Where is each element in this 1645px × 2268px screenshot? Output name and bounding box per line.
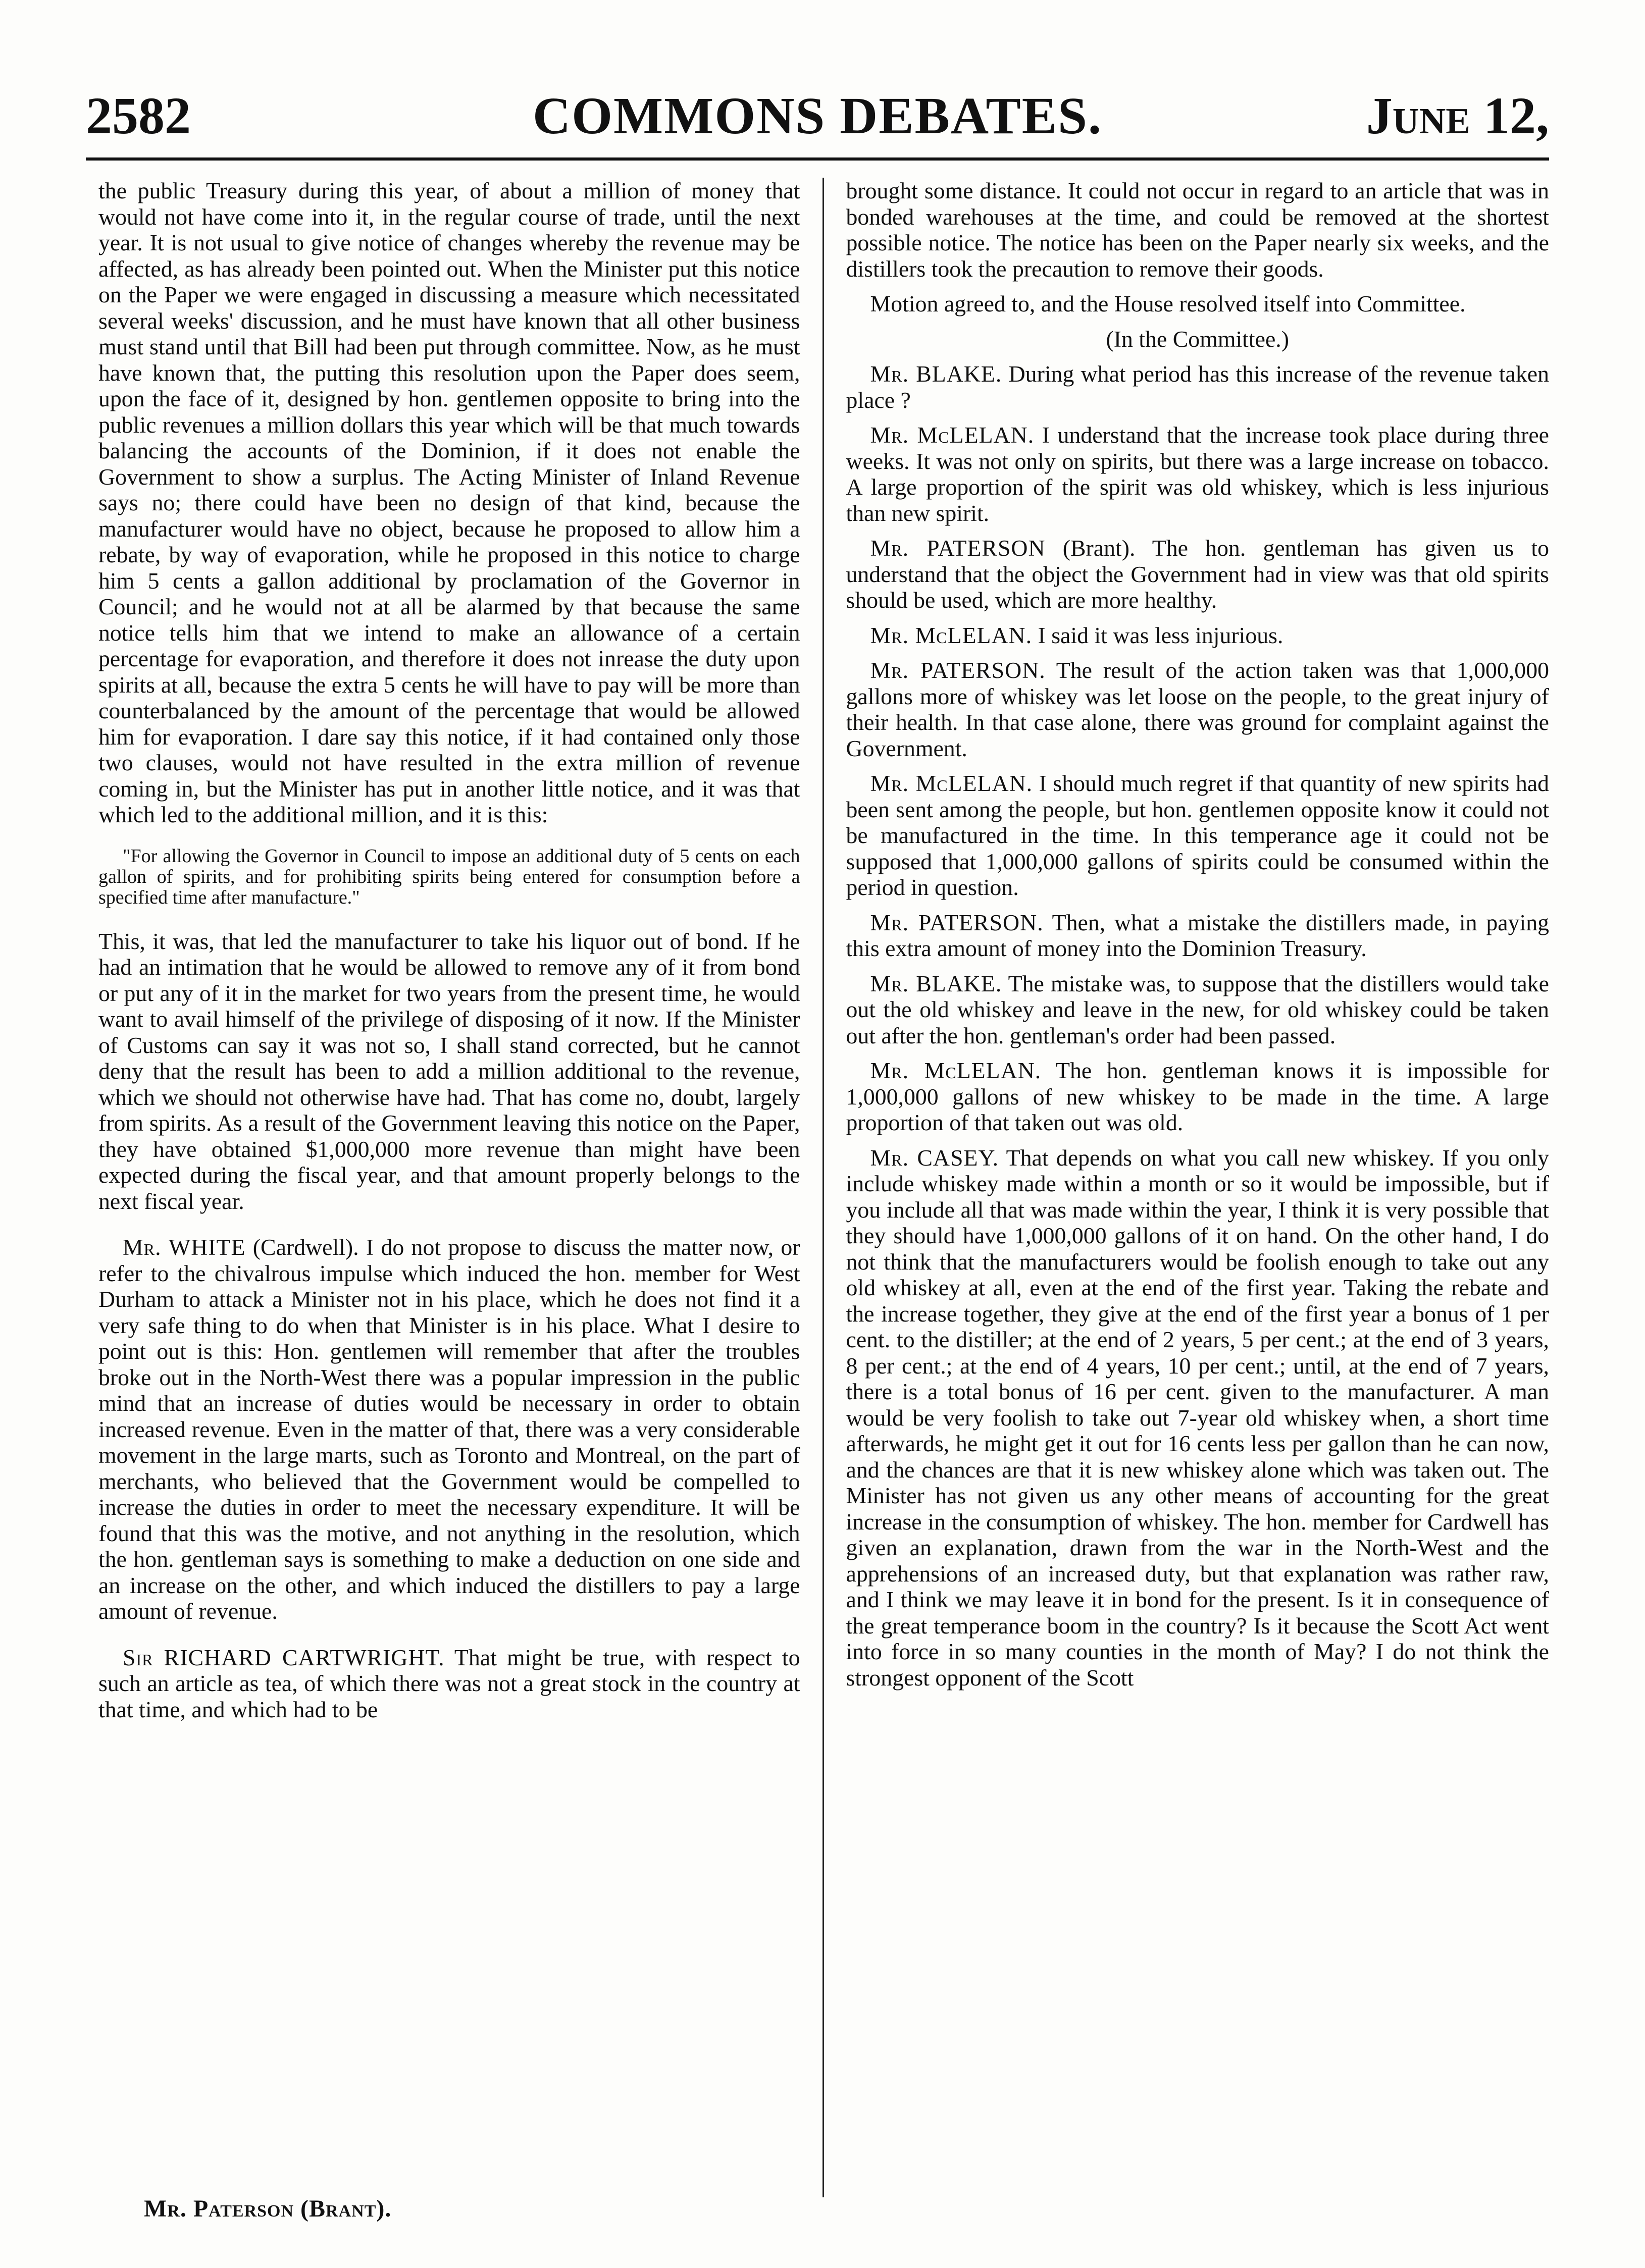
speech-text: That might be true, with respect to such an article as tea, of which there was not a great stock in the country at that time, and which had to be bbox=[98, 1644, 800, 1722]
footer-speaker-note: Mr. Paterson (Brant). bbox=[144, 2195, 392, 2222]
speech-text: I should much regret if that quantity of new spirits had been sent among the people, but hon. gentlemen opposite know it could not be manufactured in the time. In this temperance age it could not be supposed that 1,000,000 gallons of spirits could be consumed within the period in question. bbox=[846, 770, 1550, 900]
speech bbox=[846, 361, 1550, 413]
speech bbox=[846, 971, 1550, 1049]
speaker-name: Mr. PATERSON. bbox=[870, 909, 1044, 935]
page-header bbox=[86, 66, 1549, 156]
speech-text: The mistake was, to suppose that the distillers would take out the old whiskey and leave in the new, for old whiskey could be taken out after the hon. gentleman's order had been passed. bbox=[846, 970, 1549, 1048]
page-number: 2582 bbox=[86, 87, 191, 145]
right-column bbox=[824, 178, 1550, 2197]
speaker-name: Mr. BLAKE. bbox=[870, 361, 1002, 387]
speaker-name: Mr. PATERSON. bbox=[870, 657, 1046, 683]
speech-text: I said it was less injurious. bbox=[1032, 622, 1283, 648]
committee-heading: (In the Committee.) bbox=[1106, 326, 1289, 352]
speaker-name: Mr. McLELAN. bbox=[870, 1058, 1042, 1083]
speech bbox=[846, 422, 1550, 526]
speech-text: I understand that the increase took place during three weeks. It was not only on spirits, but there was a large increase on tobacco. A large proportion of the spirit was old whiskey, which is less injurious than new spirit. bbox=[846, 422, 1550, 526]
speech bbox=[846, 1058, 1550, 1136]
quoted-notice: "For allowing the Governor in Council to impose an additional duty of 5 cents on each gallon of spirits, and for prohibiting spirits being entered for consumption before a specified time after manufacture." bbox=[98, 845, 800, 908]
text-columns bbox=[98, 178, 1549, 2197]
speech bbox=[846, 535, 1550, 613]
speaker-name: Mr. McLELAN. bbox=[870, 622, 1033, 648]
speech-text: The result of the action taken was that 1,000,000 gallons more of whiskey was let loose on the people, to the great injury of their health. In that case alone, there was ground for complaint against the Government. bbox=[846, 657, 1549, 761]
speech bbox=[846, 770, 1550, 901]
speech-text: Then, what a mistake the distillers made, in paying this extra amount of money into the Dominion Treasury. bbox=[846, 909, 1549, 961]
speech bbox=[846, 1145, 1550, 1691]
paragraph: brought some distance. It could not occur in regard to an article that was in bonded warehouses at the time, and could be removed at the shortest possible notice. The notice has been on the Paper nearly six weeks, and the distillers took the precaution to remove their goods. bbox=[846, 178, 1549, 282]
speaker-name: Mr. WHITE bbox=[123, 1234, 246, 1260]
speaker-name: Mr. BLAKE. bbox=[870, 970, 1002, 996]
paragraph: This, it was, that led the manufacturer to take his liquor out of bond. If he had an intimation that he would be allowed to remove any of it from bond or put any of it in the market for two years from the present time, he would want to avail himself of the privilege of disposing of it now. If the Minister of Customs can say it was not so, I shall stand corrected, but he cannot deny that the result has been to add a million additional to the revenue, which we should not otherwise have had. That has come no, doubt, largely from spirits. As a result of the Government leaving this notice on the Paper, they have obtained $1,000,000 more revenue than might have been expected during the fiscal year, and that amount properly belongs to the next fiscal year. bbox=[98, 928, 800, 1214]
speech-text: That depends on what you call new whiskey. If you only include whiskey made within a month or so it would be impossible, but if you include all that was made within the year, I think it is very possible that they should have 1,000,000 gallons of it on hand. On the other hand, I do not think that the manufacturers would be foolish enough to take out any old whiskey at all, even at the end of the first year. Taking the rebate and the increase together, they give at the end of the first year a bonus of 1 per cent. to the distiller; at the end of 2 years, 5 per cent.; at the end of 3 years, 8 per cent.; at the end of 4 years, 10 per cent.; until, at the end of 7 years, there is a total bonus of 16 per cent. given to the manufacturer. A man would be very foolish to take out 7-year old whiskey when, a short time afterwards, he might get it out for 16 cents less per gallon than he can now, and the chances are that it is new whiskey alone which was taken out. The Minister has not given us any other means of accounting for the great increase in the consumption of whiskey. The hon. member for Cardwell has given an explanation, drawn from the war in the North-West and the apprehensions of an increased duty, but that explanation was rather raw, and I think we may leave it in bond for the present. Is it in consequence of the great temperance boom in the country? Is it because the Scott Act went into force in so many counties in the month of May? I do not think the strongest opponent of the Scott bbox=[846, 1144, 1549, 1691]
speaker-name: Sir RICHARD CARTWRIGHT. bbox=[123, 1644, 445, 1670]
header-date: June 12, bbox=[1366, 87, 1549, 145]
speech-cartwright bbox=[98, 1645, 800, 1723]
speech-text: During what period has this increase of the revenue taken place ? bbox=[846, 361, 1549, 413]
speech-text: (Brant). The hon. gentleman has given us to understand that the object the Government had in view was that old spirits should be used, which are more healthy. bbox=[846, 535, 1549, 613]
speech bbox=[846, 657, 1550, 761]
speaker-name: Mr. McLELAN. bbox=[870, 422, 1035, 448]
left-column bbox=[98, 178, 824, 2197]
running-title: COMMONS DEBATES. bbox=[533, 87, 1102, 145]
speech bbox=[846, 910, 1550, 962]
speech bbox=[846, 622, 1550, 649]
paragraph: the public Treasury during this year, of about a million of money that would not have come into it, in the regular course of trade, until the next year. It is not usual to give notice of changes whereby the revenue may be affected, as has already been pointed out. When the Minister put this notice on the Paper we were engaged in discussing a measure which necessitated several weeks' discussion, and he must have known that all other business must stand until that Bill had been put through committee. Now, as he must have known that, the putting this resolution upon the Paper does seem, upon the face of it, designed by hon. gentlemen opposite to bring into the public revenues a million dollars this year which will be that much towards balancing the accounts of the Dominion, if it does not enable the Government to show a surplus. The Acting Minister of Inland Revenue says no; there could have been no design of that kind, because the manufacturer would have no object, because he proposed to allow him a rebate, by way of evaporation, while he proposed in this notice to charge him 5 cents a gallon additional by proclamation of the Governor in Council; and he would not at all be alarmed by that because the same notice tells him that we intend to make an allowance of a certain percentage for evaporation, and therefore it does not inrease the duty upon spirits at all, because the extra 5 cents he will have to pay will be more than counterbalanced by the amount of the percentage that would be allowed him for evaporation. I dare say this notice, if it had contained only those two clauses, would not have resulted in the extra million of revenue coming in, but the Minister has put in another little notice, and it was that which led to the additional million, and it is this: bbox=[98, 178, 800, 827]
header-rule bbox=[86, 157, 1549, 161]
speech-text: The hon. gentleman knows it is impossible for 1,000,000 gallons of new whiskey to be made in the time. A large proportion of that taken out was old. bbox=[846, 1058, 1549, 1135]
speech-text: (Cardwell). I do not propose to discuss the matter now, or refer to the chivalrous impulse which induced the hon. member for West Durham to attack a Minister not in his place, which he does not find it a very safe thing to do when that Minister is in his place. What I desire to point out is this: Hon. gentlemen will remember that after the troubles broke out in the North-West there was a popular impression in the public mind that an increase of duties would be necessary in order to obtain increased revenue. Even in the matter of that, there was a very considerable movement in the large marts, such as Toronto and Montreal, on the part of merchants, who believed that the Government would be compelled to increase the duties in order to meet the necessary expenditure. It will be found that this was the motive, and not anything in the resolution, which the hon. gentleman says is something to make a deduction on one side and an increase on the other, and which induced the distillers to pay a large amount of revenue. bbox=[98, 1234, 800, 1624]
speaker-name: Mr. PATERSON bbox=[870, 535, 1046, 561]
paragraph: Motion agreed to, and the House resolved itself into Committee. bbox=[870, 291, 1466, 317]
speech-white bbox=[98, 1234, 800, 1624]
speaker-name: Mr. CASEY. bbox=[870, 1144, 999, 1171]
speaker-name: Mr. McLELAN. bbox=[870, 770, 1033, 796]
